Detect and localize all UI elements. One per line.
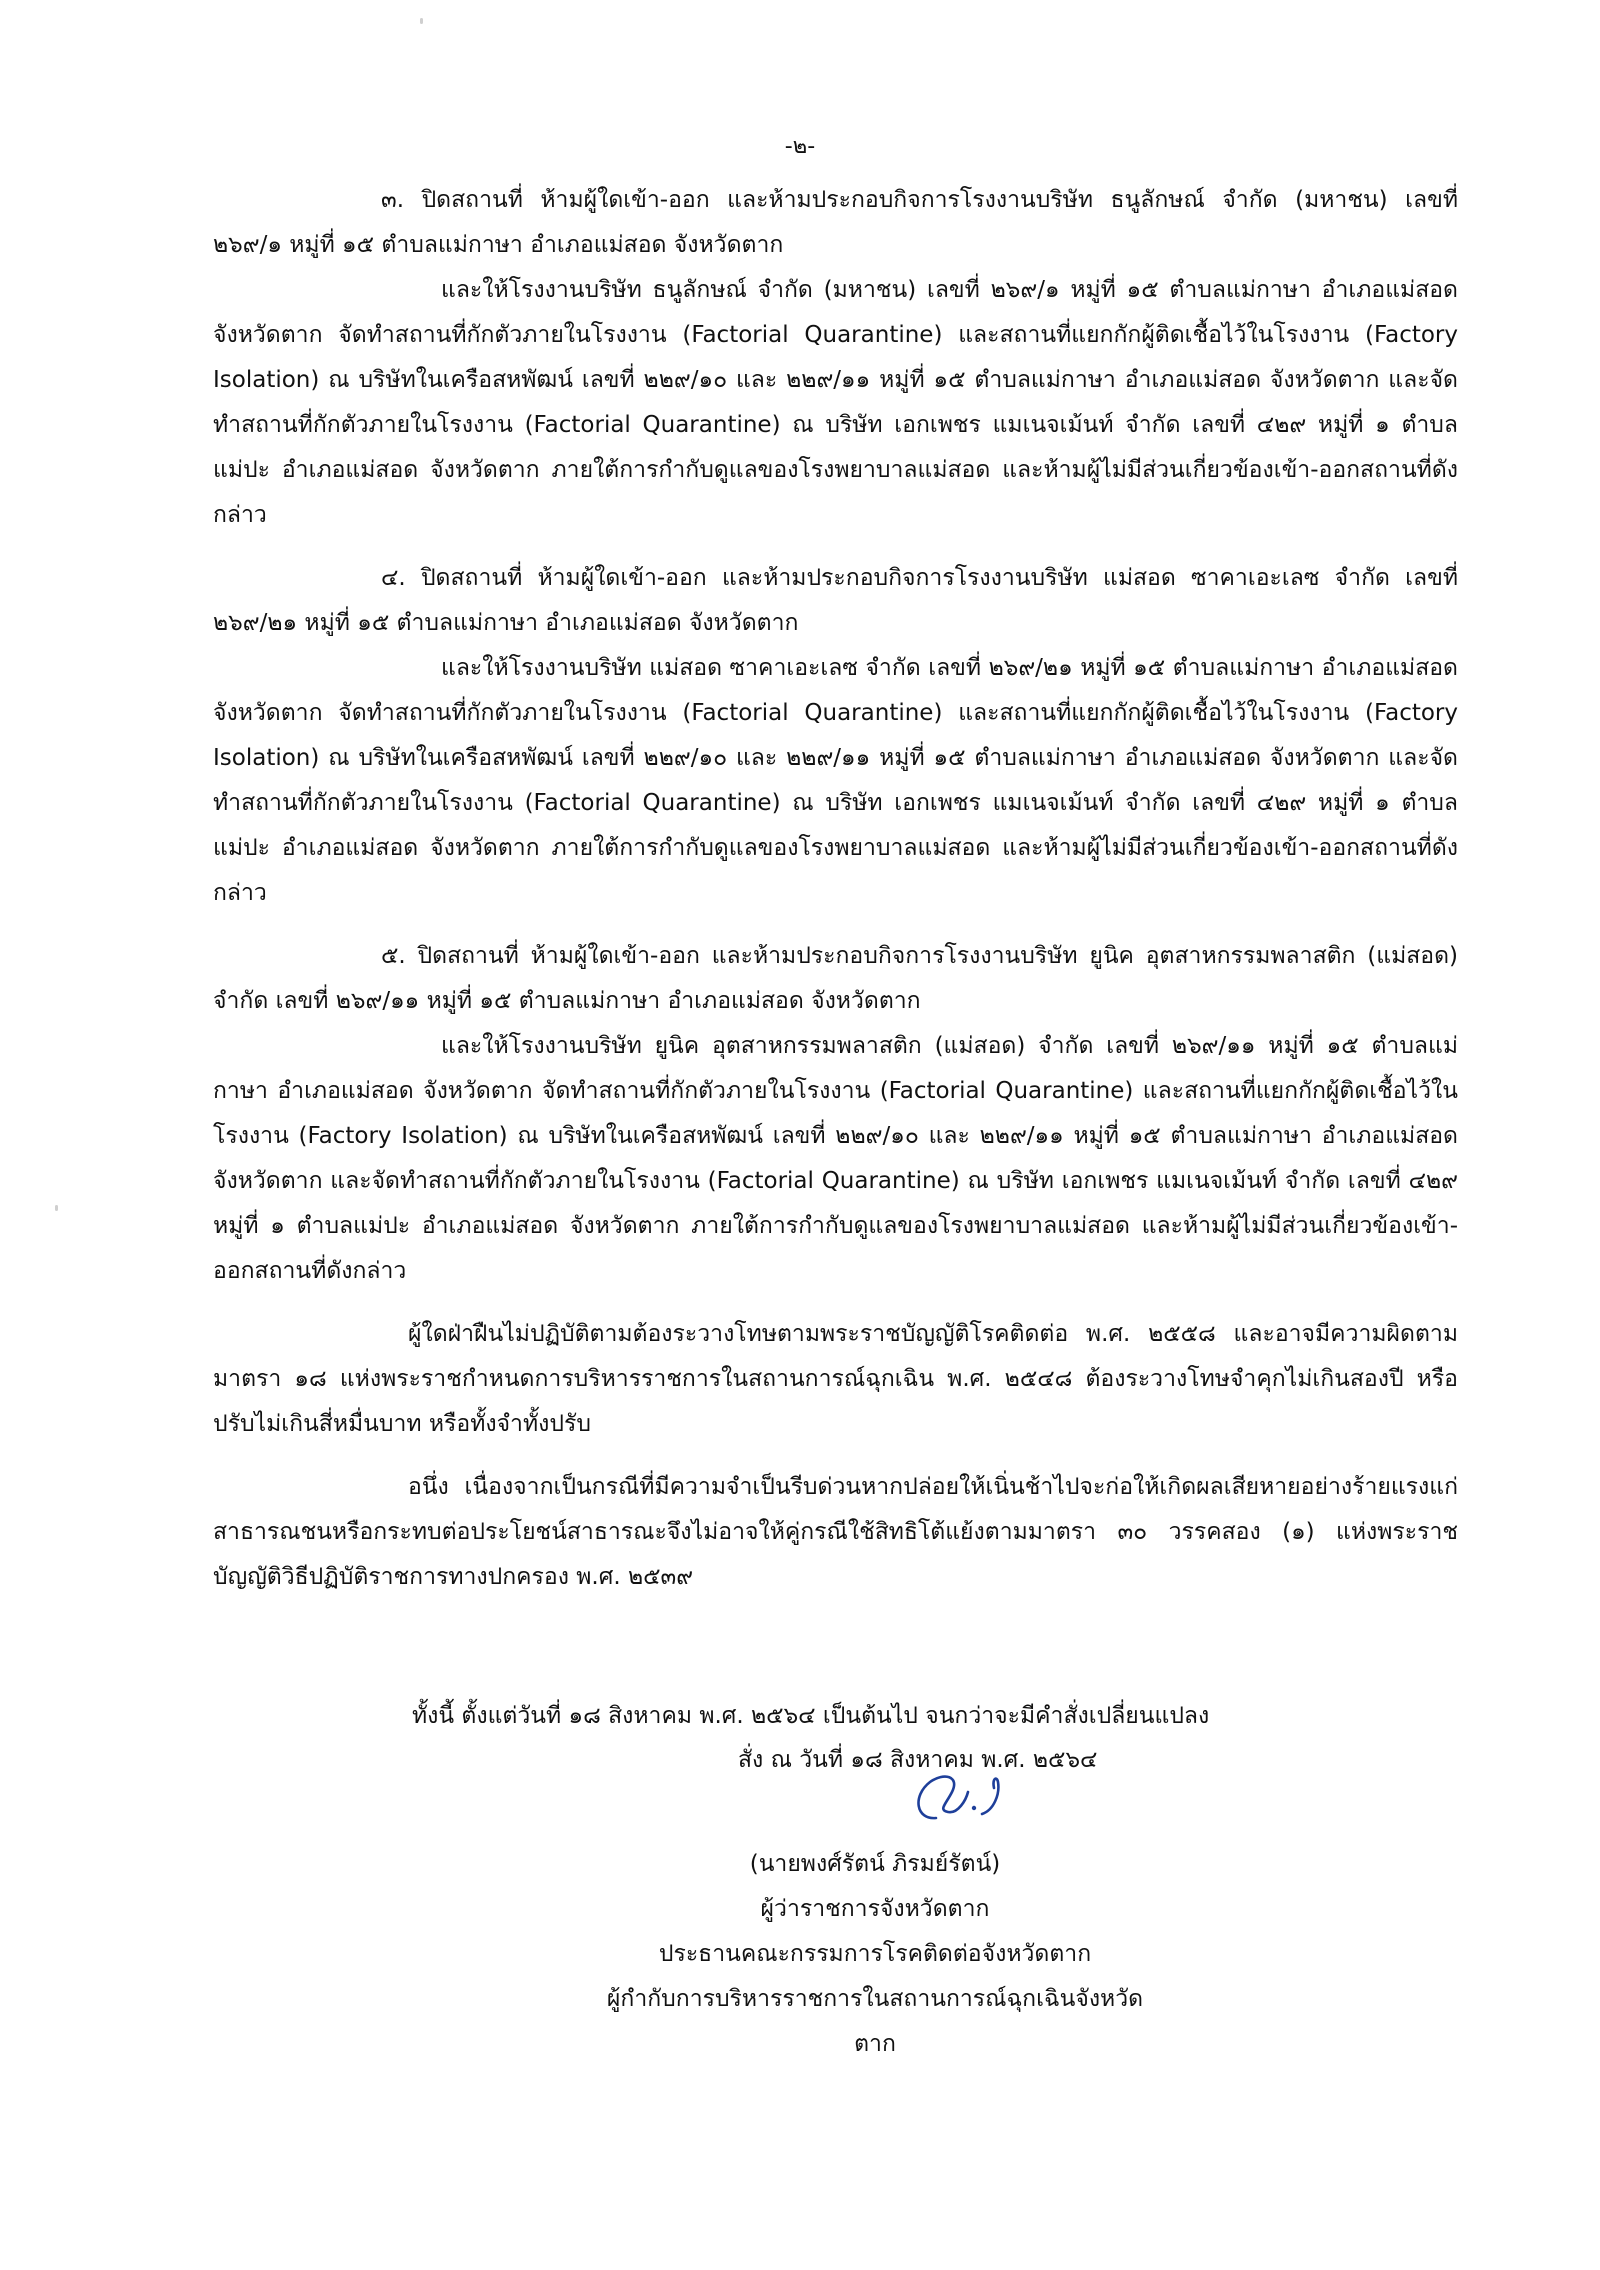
signer-block — [590, 1842, 1160, 2067]
signature-mark — [908, 1748, 1028, 1838]
signer-name: (นายพงศ์รัตน์ ภิรมย์รัตน์) — [749, 1851, 1001, 1877]
clause-5: ๕. ปิดสถานที่ ห้ามผู้ใดเข้า-ออก และห้ามประกอบกิจการโรงงานบริษัท ยูนิค อุตสาหกรรมพลาสติก (แม่สอด) จำกัด เลขที่ ๒๖๙/๑๑ หมู่ที่ ๑๕ ตำบลแม่กาษา อำเภอแม่สอด จังหวัดตาก — [213, 943, 1458, 1014]
scan-speck — [420, 18, 423, 24]
page-number: -๒- — [784, 134, 816, 159]
clause-4: ๔. ปิดสถานที่ ห้ามผู้ใดเข้า-ออก และห้ามประกอบกิจการโรงงานบริษัท แม่สอด ซาคาเอะเลซ จำกัด เลขที่ ๒๖๙/๒๑ หมู่ที่ ๑๕ ตำบลแม่กาษา อำเภอแม่สอด จังหวัดตาก — [213, 565, 1458, 636]
clause-4-detail: และให้โรงงานบริษัท แม่สอด ซาคาเอะเลซ จำกัด เลขที่ ๒๖๙/๒๑ หมู่ที่ ๑๕ ตำบลแม่กาษา อำเภอแม่สอด จังหวัดตาก จัดทำสถานที่กักตัวภายในโรงงาน (Factorial Quarantine) และสถานที่แยกกักผู้ติดเชื้อไว้ในโรงงาน (Factory Isolation) ณ บริษัทในเครือสหพัฒน์ เลขที่ ๒๒๙/๑๐ และ ๒๒๙/๑๑ หมู่ที่ ๑๕ ตำบลแม่กาษา อำเภอแม่สอด จังหวัดตาก และจัดทำสถานที่กักตัวภายในโรงงาน (Factorial Quarantine) ณ บริษัท เอกเพชร แมเนจเม้นท์ จำกัด เลขที่ ๔๒๙ หมู่ที่ ๑ ตำบลแม่ปะ อำเภอแม่สอด จังหวัดตาก ภายใต้การกำกับดูแลของโรงพยาบาลแม่สอด และห้ามผู้ไม่มีส่วนเกี่ยวข้องเข้า-ออกสถานที่ดังกล่าว — [213, 655, 1458, 906]
signer-title-committee: ประธานคณะกรรมการโรคติดต่อจังหวัดตาก — [658, 1941, 1092, 1967]
clause-3: ๓. ปิดสถานที่ ห้ามผู้ใดเข้า-ออก และห้ามประกอบกิจการโรงงานบริษัท ธนูลักษณ์ จำกัด (มหาชน) เลขที่ ๒๖๙/๑ หมู่ที่ ๑๕ ตำบลแม่กาษา อำเภอแม่สอด จังหวัดตาก — [213, 187, 1458, 258]
signed-date-line: สั่ง ณ วันที่ ๑๘ สิงหาคม พ.ศ. ๒๕๖๔ — [738, 1747, 1098, 1773]
penalty-paragraph: ผู้ใดฝ่าฝืนไม่ปฏิบัติตามต้องระวางโทษตามพระราชบัญญัติโรคติดต่อ พ.ศ. ๒๕๕๘ และอาจมีความผิดตามมาตรา ๑๘ แห่งพระราชกำหนดการบริหารราชการในสถานการณ์ฉุกเฉิน พ.ศ. ๒๕๔๘ ต้องระวางโทษจำคุกไม่เกินสองปี หรือปรับไม่เกินสี่หมื่นบาท หรือทั้งจำทั้งปรับ — [213, 1321, 1458, 1437]
urgency-paragraph: อนึ่ง เนื่องจากเป็นกรณีที่มีความจำเป็นรีบด่วนหากปล่อยให้เนิ่นช้าไปจะก่อให้เกิดผลเสียหายอย่างร้ายแรงแก่สาธารณชนหรือกระทบต่อประโยชน์สาธารณะจึงไม่อาจให้คู่กรณีใช้สิทธิโต้แย้งตามมาตรา ๓๐ วรรคสอง (๑) แห่งพระราชบัญญัติวิธีปฏิบัติราชการทางปกครอง พ.ศ. ๒๕๓๙ — [213, 1474, 1458, 1590]
clause-5-detail: และให้โรงงานบริษัท ยูนิค อุตสาหกรรมพลาสติก (แม่สอด) จำกัด เลขที่ ๒๖๙/๑๑ หมู่ที่ ๑๕ ตำบลแม่กาษา อำเภอแม่สอด จังหวัดตาก จัดทำสถานที่กักตัวภายในโรงงาน (Factorial Quarantine) และสถานที่แยกกักผู้ติดเชื้อไว้ในโรงงาน (Factory Isolation) ณ บริษัทในเครือสหพัฒน์ เลขที่ ๒๒๙/๑๐ และ ๒๒๙/๑๑ หมู่ที่ ๑๕ ตำบลแม่กาษา อำเภอแม่สอด จังหวัดตาก และจัดทำสถานที่กักตัวภายในโรงงาน (Factorial Quarantine) ณ บริษัท เอกเพชร แมเนจเม้นท์ จำกัด เลขที่ ๔๒๙ หมู่ที่ ๑ ตำบลแม่ปะ อำเภอแม่สอด จังหวัดตาก ภายใต้การกำกับดูแลของโรงพยาบาลแม่สอด และห้ามผู้ไม่มีส่วนเกี่ยวข้องเข้า-ออกสถานที่ดังกล่าว — [213, 1033, 1458, 1284]
signer-title-governor: ผู้ว่าราชการจังหวัดตาก — [760, 1896, 990, 1922]
document-body — [213, 178, 1458, 1600]
scan-speck — [55, 1205, 58, 1211]
clause-3-detail: และให้โรงงานบริษัท ธนูลักษณ์ จำกัด (มหาชน) เลขที่ ๒๖๙/๑ หมู่ที่ ๑๕ ตำบลแม่กาษา อำเภอแม่สอด จังหวัดตาก จัดทำสถานที่กักตัวภายในโรงงาน (Factorial Quarantine) และสถานที่แยกกักผู้ติดเชื้อไว้ในโรงงาน (Factory Isolation) ณ บริษัทในเครือสหพัฒน์ เลขที่ ๒๒๙/๑๐ และ ๒๒๙/๑๑ หมู่ที่ ๑๕ ตำบลแม่กาษา อำเภอแม่สอด จังหวัดตาก และจัดทำสถานที่กักตัวภายในโรงงาน (Factorial Quarantine) ณ บริษัท เอกเพชร แมเนจเม้นท์ จำกัด เลขที่ ๔๒๙ หมู่ที่ ๑ ตำบลแม่ปะ อำเภอแม่สอด จังหวัดตาก ภายใต้การกำกับดูแลของโรงพยาบาลแม่สอด และห้ามผู้ไม่มีส่วนเกี่ยวข้องเข้า-ออกสถานที่ดังกล่าว — [213, 277, 1458, 528]
signer-title-emergency: ผู้กำกับการบริหารราชการในสถานการณ์ฉุกเฉินจังหวัดตาก — [606, 1986, 1144, 2057]
effective-date-line: ทั้งนี้ ตั้งแต่วันที่ ๑๘ สิงหาคม พ.ศ. ๒๕๖๔ เป็นต้นไป จนกว่าจะมีคำสั่งเปลี่ยนแปลง — [412, 1703, 1210, 1729]
